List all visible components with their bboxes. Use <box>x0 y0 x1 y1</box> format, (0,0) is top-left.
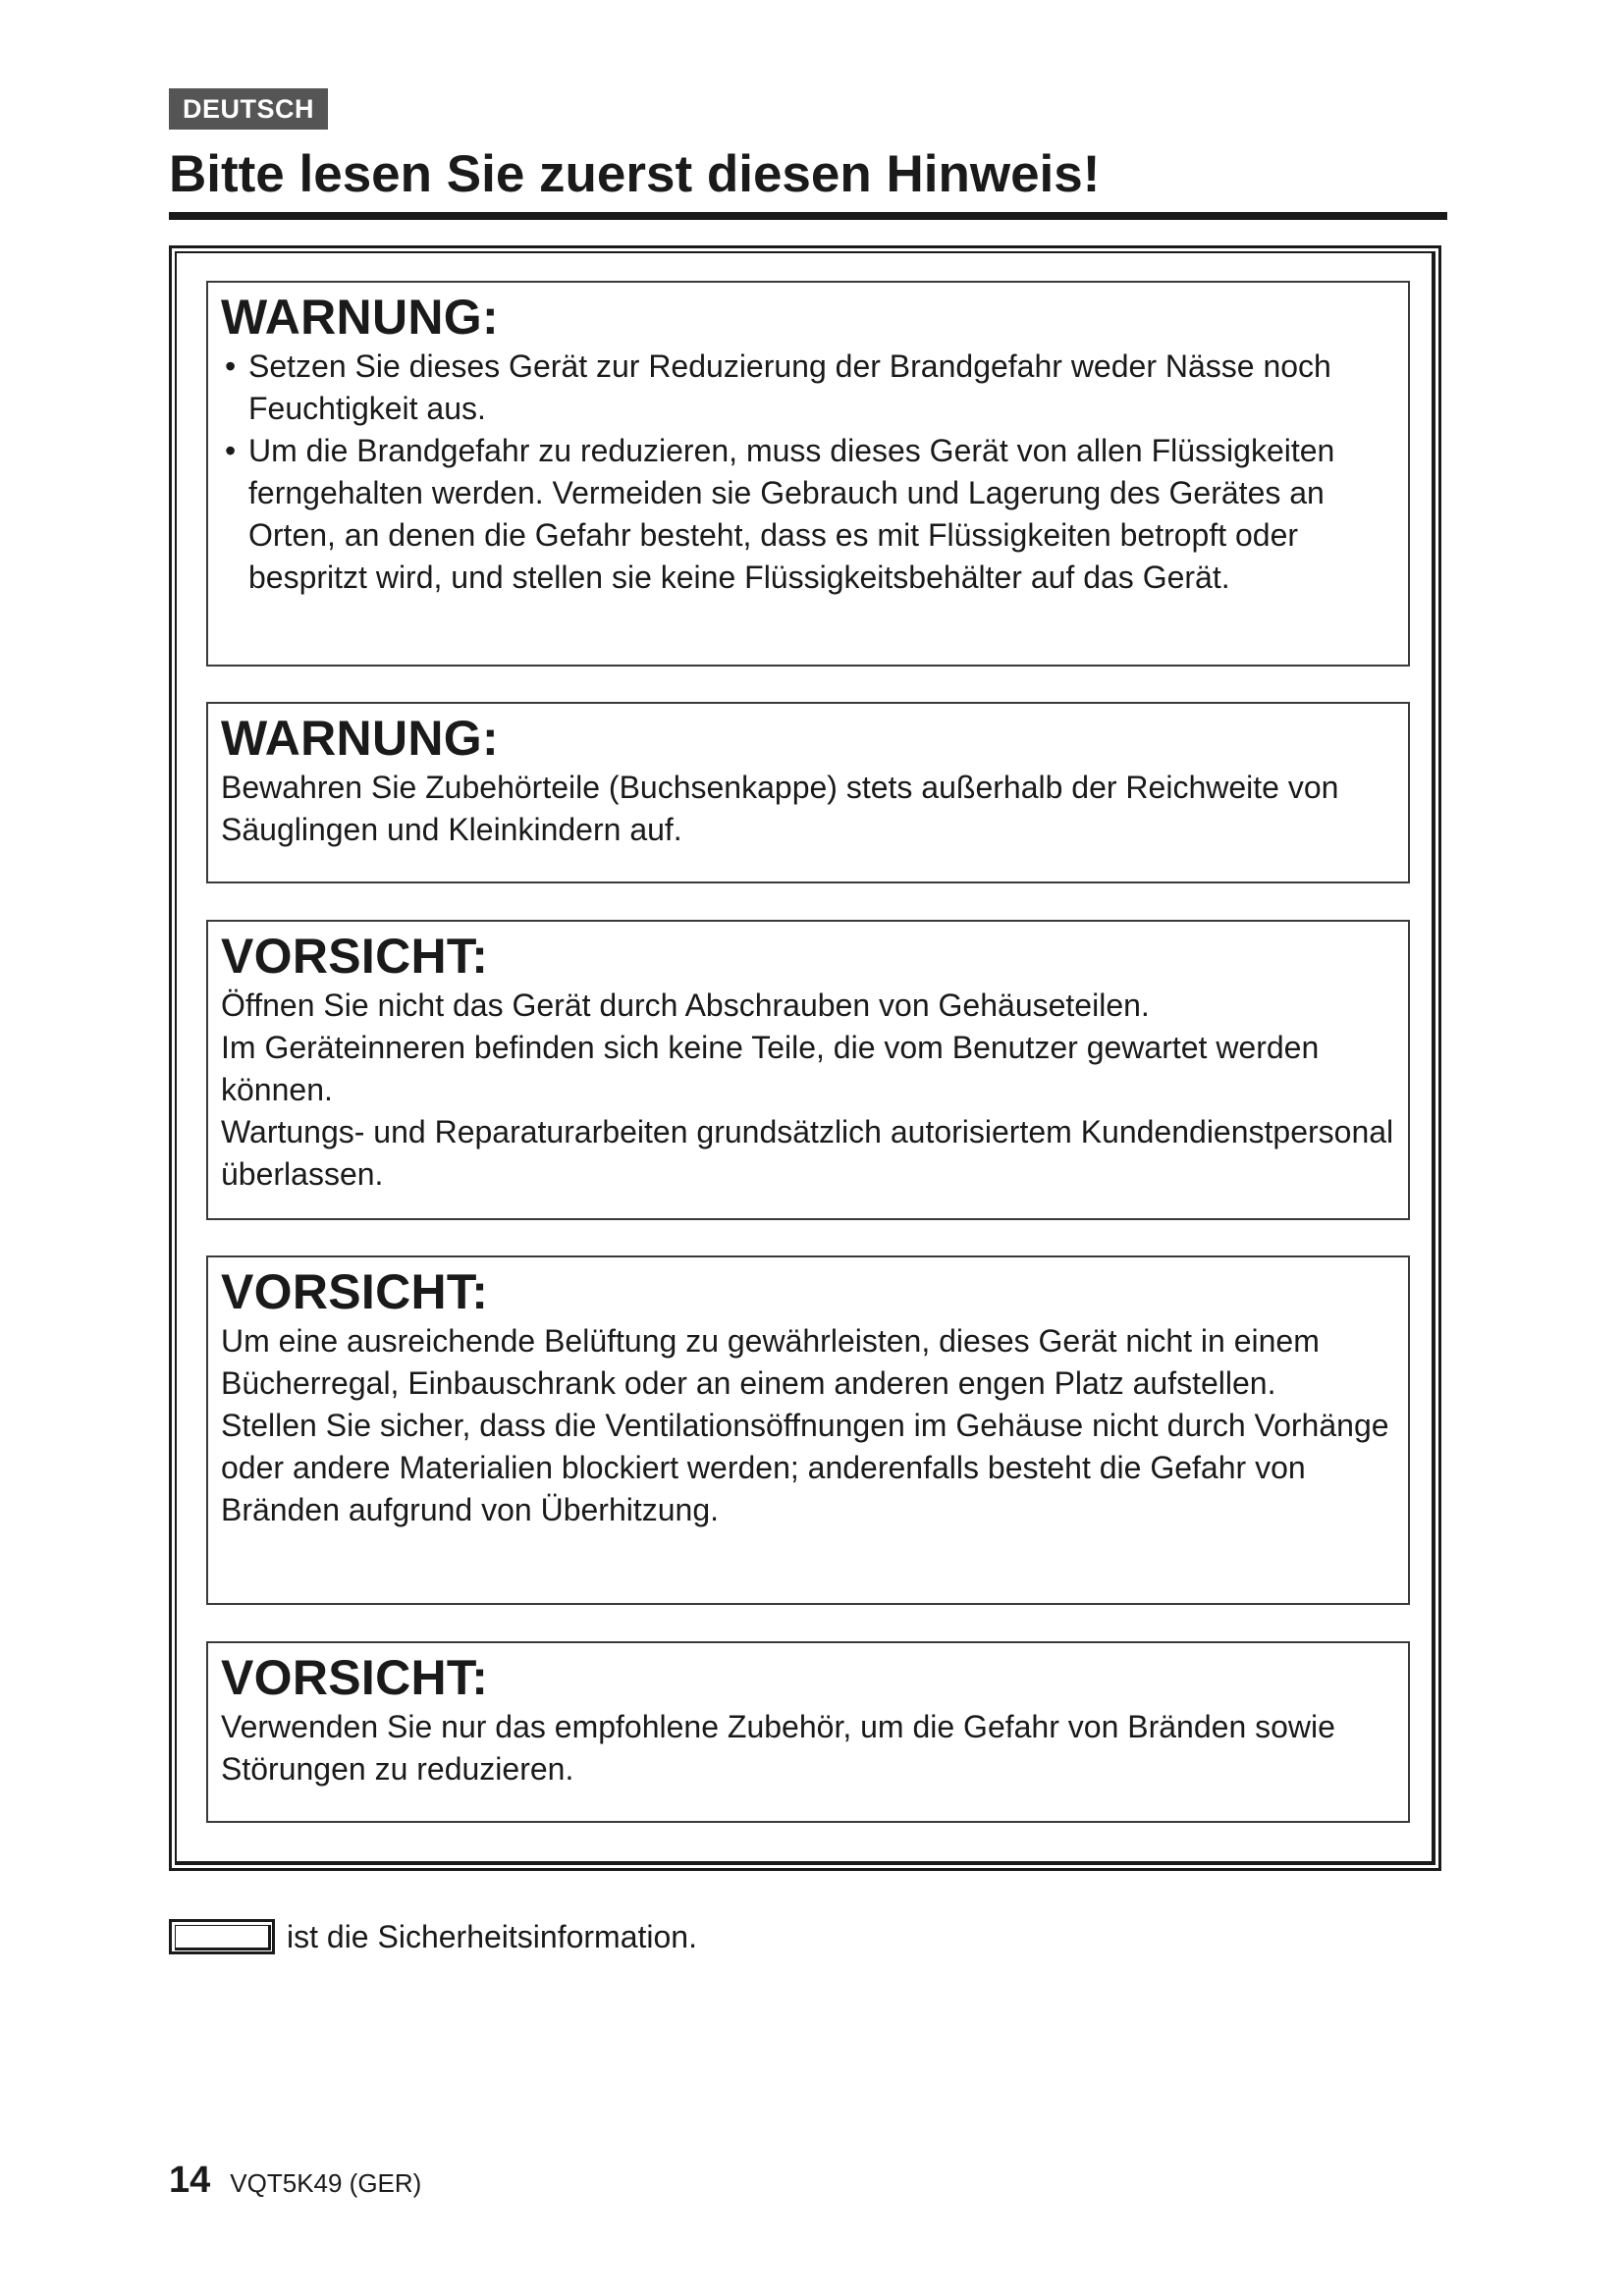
legend-text: ist die Sicherheitsinformation. <box>287 1919 697 1954</box>
notice-paragraph: Wartungs- und Reparaturarbeiten grundsätzlich autorisiertem Kundendienstpersonal überlassen. <box>221 1114 1394 1192</box>
notice-paragraph: Verwenden Sie nur das empfohlene Zubehör, um die Gefahr von Bränden sowie Störungen zu reduzieren. <box>221 1709 1335 1787</box>
caution-notice-housing <box>206 920 1410 1220</box>
safety-frame-symbol-icon <box>169 1919 275 1954</box>
bullet-item: • Um die Brandgefahr zu reduzieren, muss dieses Gerät von allen Flüssigkeiten ferngehalten werden. Vermeiden sie Gebrauch und Lagerung des Gerätes an Orten, an denen die Gefahr besteht, dass es mit Flüssigkeiten betropft oder bespritzt wird, und stellen sie keine Flüssigkeitsbehälter auf das Gerät. <box>221 430 1396 599</box>
notice-paragraph: Um eine ausreichende Belüftung zu gewährleisten, dieses Gerät nicht in einem Bücherregal, Einbauschrank oder an einem anderen engen Platz aufstellen. <box>221 1323 1320 1401</box>
page-footer <box>169 2160 421 2202</box>
title-rule <box>169 212 1447 220</box>
bullet-item: • Setzen Sie dieses Gerät zur Reduzierung der Brandgefahr weder Nässe noch Feuchtigkeit aus. <box>221 346 1396 430</box>
notice-heading: WARNUNG: <box>221 711 499 766</box>
page-title: Bitte lesen Sie zuerst diesen Hinweis! <box>169 145 1101 203</box>
bullet-list <box>221 346 1396 599</box>
notice-heading: WARNUNG: <box>221 290 499 345</box>
notice-paragraph: Im Geräteinneren befinden sich keine Teile, die vom Benutzer gewartet werden können. <box>221 1030 1320 1107</box>
notice-paragraph: Stellen Sie sicher, dass die Ventilationsöffnungen im Gehäuse nicht durch Vorhänge oder andere Materialien blockiert werden; anderenfalls besteht die Gefahr von Bränden aufgrund von Überhitzung. <box>221 1408 1389 1527</box>
notice-paragraph: Bewahren Sie Zubehörteile (Buchsenkappe) stets außerhalb der Reichweite von Säuglingen und Kleinkindern auf. <box>221 770 1339 847</box>
caution-notice-ventilation <box>206 1255 1410 1605</box>
safety-legend <box>169 1916 697 1957</box>
notice-heading: VORSICHT: <box>221 1650 489 1705</box>
language-badge: DEUTSCH <box>169 88 328 130</box>
page-number: 14 <box>169 2160 211 2201</box>
notice-heading: VORSICHT: <box>221 1264 489 1319</box>
notice-paragraph: Öffnen Sie nicht das Gerät durch Abschrauben von Gehäuseteilen. <box>221 988 1150 1023</box>
warning-notice-accessories <box>206 702 1410 883</box>
notice-heading: VORSICHT: <box>221 929 489 984</box>
document-code: VQT5K49 (GER) <box>230 2168 422 2198</box>
caution-notice-recommended-accessories <box>206 1641 1410 1823</box>
warning-notice-moisture <box>206 281 1410 667</box>
